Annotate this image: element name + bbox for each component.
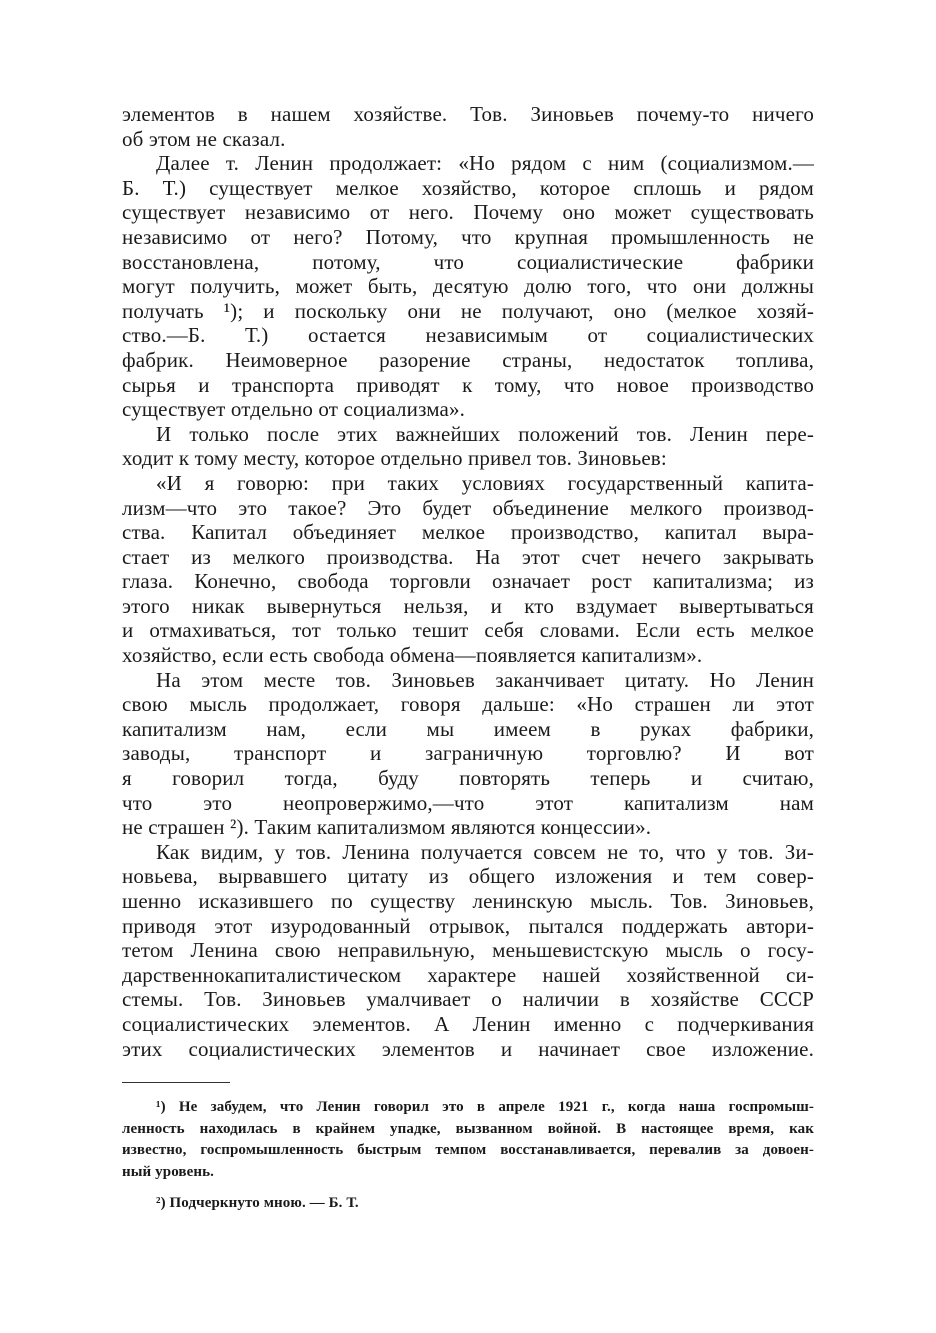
- text-line: что это неопровержимо,—что этот капитализм нам: [122, 790, 814, 815]
- text-line: капитализм нам, если мы имеем в руках фабрики,: [122, 716, 814, 741]
- footnote-2: [122, 1193, 814, 1215]
- text-line: этих социалистических элементов и начинает свое изложение.: [122, 1036, 814, 1061]
- text-line: об этом не сказал.: [122, 126, 286, 151]
- text-line: стает из мелкого производства. На этот счет нечего закрывать: [122, 544, 814, 569]
- text-line: ства. Капитал объединяет мелкое производство, капитал выра-: [122, 520, 814, 545]
- text-line: «И я говорю: при таких условиях государственный капита-: [156, 470, 814, 495]
- text-line: существует отдельно от социализма».: [122, 397, 466, 422]
- text-line: независимо от него? Потому, что крупная промышленность не: [122, 224, 814, 249]
- text-line: ство.—Б. Т.) остается независимым от социалистических: [122, 323, 814, 348]
- text-line: этого никак вывернуться нельзя, и кто вздумает вывертываться: [122, 593, 814, 618]
- footnote-line: известно, госпромышленность быстрым темпом восстанавливается, перевалив за довоен-: [122, 1142, 814, 1158]
- text-line: получать ¹); и поскольку они не получают, оно (мелкое хозяй-: [122, 298, 814, 323]
- text-line: Б. Т.) существует мелкое хозяйство, которое сплошь и рядом: [122, 175, 814, 200]
- text-line: сырья и транспорта приводят к тому, что новое производство: [122, 372, 814, 397]
- text-line: не страшен ²). Таким капитализмом являются концессии».: [122, 815, 652, 840]
- text-line: На этом месте тов. Зиновьев заканчивает цитату. Но Ленин: [156, 667, 814, 692]
- footnote-divider: [122, 1082, 230, 1083]
- text-line: социалистических элементов. А Ленин именно с подчеркивания: [122, 1011, 814, 1036]
- footnote-1: [122, 1097, 814, 1183]
- footnote-gap: [122, 1183, 814, 1193]
- text-line: могут получить, может быть, десятую долю того, что они должны: [122, 274, 814, 299]
- text-line: ходит к тому месту, которое отдельно привел тов. Зиновьев:: [122, 446, 667, 471]
- footnote-line: ¹) Не забудем, что Ленин говорил это в апреле 1921 г., когда наша госпромыш-: [156, 1099, 814, 1115]
- footnote-line: ный уровень.: [122, 1163, 214, 1180]
- footnote-line: ²) Подчеркнуто мною. — Б. Т.: [156, 1195, 359, 1211]
- text-line: свою мысль продолжает, говоря дальше: «Но страшен ли этот: [122, 692, 814, 717]
- text-line: тетом Ленина свою неправильную, меньшевистскую мысль о госу-: [122, 938, 814, 963]
- text-line: стемы. Тов. Зиновьев умалчивает о наличии в хозяйстве СССР: [122, 987, 814, 1012]
- footnotes: [122, 1097, 814, 1215]
- text-line: существует независимо от него. Почему оно может существовать: [122, 200, 814, 225]
- text-line: И только после этих важнейших положений тов. Ленин пере-: [156, 421, 814, 446]
- text-line: лизм—что это такое? Это будет объединение мелкого производ-: [122, 495, 814, 520]
- text-line: Как видим, у тов. Ленина получается совсем не то, что у тов. Зи-: [156, 839, 814, 864]
- text-line: я говорил тогда, буду повторять теперь и считаю,: [122, 766, 814, 791]
- text-line: дарственнокапиталистическом характере нашей хозяйственной си-: [122, 962, 814, 987]
- text-line: Далее т. Ленин продолжает: «Но рядом с ним (социализмом.—: [156, 151, 814, 176]
- text-line: новьева, вырвавшего цитату из общего изложения и тем совер-: [122, 864, 814, 889]
- text-line: элементов в нашем хозяйстве. Тов. Зиновьев почему-то ничего: [122, 102, 814, 126]
- text-line: шенно исказившего по существу ленинскую мысль. Тов. Зиновьев,: [122, 889, 814, 913]
- footnote-line: ленность находилась в крайнем упадке, вызванном войной. В настоящее время, как: [122, 1120, 814, 1137]
- text-line: приводя этот изуродованный отрывок, пытался поддержать автори-: [122, 913, 814, 938]
- text-line: заводы, транспорт и заграничную торговлю? И вот: [122, 741, 814, 766]
- text-line: восстановлена, потому, что социалистические фабрики: [122, 249, 814, 274]
- text-line: глаза. Конечно, свобода торговли означает рост капитализма; из: [122, 569, 814, 594]
- main-text: [122, 102, 814, 1061]
- text-line: фабрик. Неимоверное разорение страны, недостаток топлива,: [122, 347, 814, 372]
- text-line: и отмахиваться, тот только тешит себя словами. Если есть мелкое: [122, 618, 814, 643]
- text-line: хозяйство, если есть свобода обмена—появляется капитализм».: [122, 643, 703, 668]
